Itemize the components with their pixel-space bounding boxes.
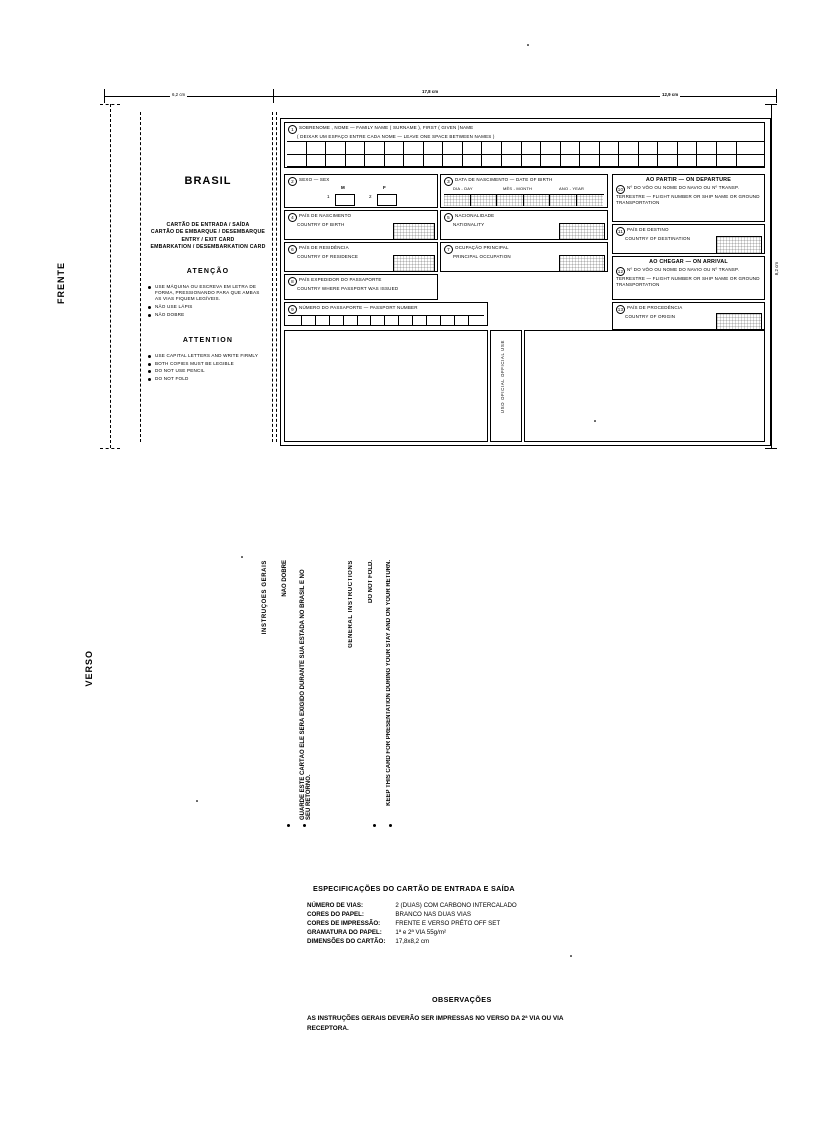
official-use-label: USO OFICIAL OFFICIAL USE bbox=[500, 340, 505, 414]
field-7-label: 7 OCUPAÇÃO PRINCIPAL bbox=[441, 243, 607, 254]
dimension-label-card-width-2: 12,9 cm bbox=[662, 92, 679, 97]
back-item-pt-1: NÃO DOBRE bbox=[282, 560, 288, 597]
specs-row bbox=[307, 911, 517, 920]
section-departure-title: AO PARTIR — ON DEPARTURE bbox=[645, 177, 732, 183]
field-8-label: 8 PAÍS EXPEDIDOR DO PASSAPORTE bbox=[285, 275, 437, 286]
dimension-tick bbox=[273, 89, 274, 103]
field-number-10: 10 bbox=[617, 187, 624, 193]
field-6-code-box[interactable] bbox=[393, 255, 435, 272]
dimension-label-card-width: 17,8 cm bbox=[422, 89, 439, 94]
front-bracket-top bbox=[100, 104, 120, 105]
section-departure bbox=[612, 174, 765, 222]
attention-item-pt: USE MÁQUINA OU ESCREVA EM LETRA DE FORMA, PRESSIONANDO PARA QUE AMBAS AS VIAS FIQUEM LEGÍVEIS. bbox=[148, 284, 266, 303]
field-13-code-box[interactable] bbox=[716, 313, 762, 331]
scan-speckle bbox=[570, 955, 572, 957]
specs-value: 17,8x8,2 cm bbox=[395, 938, 430, 945]
field-13-sublabel: COUNTRY OF ORIGIN bbox=[625, 314, 676, 319]
card-title-line: EMBARKATION / DESEMBARKATION CARD bbox=[150, 243, 266, 250]
field-1-name[interactable] bbox=[284, 122, 765, 168]
scan-speckle bbox=[527, 44, 529, 46]
side-label-back: VERSO bbox=[84, 650, 94, 687]
dimension-tick bbox=[765, 448, 777, 449]
specs-row bbox=[307, 920, 517, 929]
field-2-checkbox-m[interactable] bbox=[335, 194, 355, 206]
field-number-4: 4 bbox=[288, 213, 297, 222]
field-2-checkbox-f[interactable] bbox=[377, 194, 397, 206]
bullet-pt-2 bbox=[303, 824, 306, 827]
back-items-en-2 bbox=[386, 560, 420, 820]
field-3-sub-day: DIA - DAY bbox=[453, 186, 473, 191]
specs-key: CORES DE IMPRESSÃO: bbox=[307, 920, 381, 927]
field-4-label: 4 PAÍS DE NASCIMENTO bbox=[285, 211, 437, 222]
attention-item-en: BOTH COPIES MUST BE LEGIBLE bbox=[148, 361, 266, 367]
attention-heading-pt: ATENÇÃO bbox=[186, 268, 230, 275]
field-11-country-of-destination[interactable] bbox=[612, 224, 765, 254]
card-title-line: CARTÃO DE EMBARQUE / DESEMBARQUE bbox=[150, 229, 266, 236]
field-2-option-f: F bbox=[383, 185, 386, 190]
dimension-label-left-width: 6,2 cm bbox=[172, 92, 186, 97]
field-9-label: 9 NÚMERO DO PASSAPORTE — PASSPORT NUMBER bbox=[285, 303, 487, 314]
card-title-line: ENTRY / EXIT CARD bbox=[181, 236, 235, 243]
field-8-sublabel: COUNTRY WHERE PASSPORT WAS ISSUED bbox=[297, 286, 399, 291]
field-number-9: 9 bbox=[288, 305, 297, 314]
field-7-principal-occupation[interactable] bbox=[440, 242, 608, 272]
field-12-label: 12 Nº DO VÔO OU NOME DO NAVIO OU Nº TRANSP. TERRESTRE — FLIGHT NUMBER OR SHIP NAME OR GROUND TRANSPORTATION bbox=[616, 267, 760, 287]
field-number-11: 11 bbox=[617, 229, 624, 234]
back-item-en-2: KEEP THIS CARD FOR PRESENTATION DURING YOUR STAY AND ON YOUR RETURN. bbox=[386, 560, 392, 806]
field-number-6: 6 bbox=[288, 245, 297, 254]
specs-value: 1ª e 2ª VIA 55g/m² bbox=[395, 929, 447, 936]
dimension-tick bbox=[765, 104, 777, 105]
specs-key: NÚMERO DE VIAS: bbox=[307, 902, 364, 909]
official-use-block-left bbox=[284, 330, 488, 442]
field-11-label: 11 PAÍS DE DESTINO bbox=[617, 227, 669, 234]
field-number-13: 13 bbox=[617, 307, 624, 312]
field-10-label: 10 Nº DO VÔO OU NOME DO NAVIO OU Nº TRANSP. TERRESTRE — FLIGHT NUMBER OR SHIP NAME OR GROUND TRANSPORTATION bbox=[616, 185, 760, 205]
card-title-line: CARTÃO DE ENTRADA / SAÍDA bbox=[166, 222, 250, 228]
field-number-8: 8 bbox=[288, 277, 297, 286]
section-arrival bbox=[612, 256, 765, 300]
bullet-en-1 bbox=[373, 824, 376, 827]
attention-item-en: DO NOT FOLD bbox=[148, 376, 266, 382]
field-2-code-m: 1 bbox=[327, 194, 330, 199]
field-9-passport-number[interactable] bbox=[284, 302, 488, 326]
official-use-area bbox=[490, 330, 522, 442]
observations-title: OBSERVAÇÕES bbox=[432, 995, 492, 1004]
field-3-sub-year: ANO - YEAR bbox=[559, 186, 585, 191]
back-item-pt-2: GUARDE ESTE CARTÃO ELE SERÁ EXIGIDO DURANTE SUA ESTADA NO BRASIL E NO SEU RETORNO. bbox=[300, 569, 312, 820]
dimension-rule-right bbox=[771, 104, 772, 448]
back-heading-pt: INSTRUÇÕES GERAIS bbox=[262, 560, 268, 635]
section-arrival-title: AO CHEGAR — ON ARRIVAL bbox=[649, 259, 728, 265]
field-4-country-of-birth[interactable] bbox=[284, 210, 438, 240]
layout-divider-3 bbox=[276, 112, 277, 442]
field-3-sub-month: MÊS - MONTH bbox=[503, 186, 533, 191]
bullet-en-2 bbox=[389, 824, 392, 827]
field-2-sex[interactable] bbox=[284, 174, 438, 208]
front-bracket-bottom bbox=[100, 448, 120, 449]
specs-value: 2 (DUAS) COM CARBONO INTERCALADO bbox=[395, 902, 517, 909]
specs-row bbox=[307, 929, 517, 938]
field-5-nationality[interactable] bbox=[440, 210, 608, 240]
specs-key: GRAMATURA DO PAPEL: bbox=[307, 929, 382, 936]
dimension-tick bbox=[776, 89, 777, 103]
field-11-code-box[interactable] bbox=[716, 236, 762, 254]
field-5-sublabel: NATIONALITY bbox=[453, 222, 485, 227]
back-instructions-en bbox=[348, 560, 370, 820]
attention-list-pt bbox=[148, 284, 266, 319]
field-5-code-box[interactable] bbox=[559, 223, 605, 240]
back-item-en-1: DO NOT FOLD. bbox=[368, 560, 374, 603]
scan-speckle bbox=[196, 800, 198, 802]
card-titles bbox=[146, 222, 270, 251]
field-5-label: 5 NACIONALIDADE bbox=[441, 211, 607, 222]
attention-heading-en: ATTENTION bbox=[182, 337, 234, 344]
bullet-pt-1 bbox=[287, 824, 290, 827]
scan-speckle bbox=[241, 556, 243, 558]
field-2-code-f: 2 bbox=[369, 194, 372, 199]
attention-item-en: USE CAPITAL LETTERS AND WRITE FIRMLY bbox=[148, 353, 266, 359]
field-7-sublabel: PRINCIPAL OCCUPATION bbox=[453, 254, 511, 259]
specs-title: ESPECIFICAÇÕES DO CARTÃO DE ENTRADA E SAÍDA bbox=[313, 884, 515, 893]
scan-speckle bbox=[594, 420, 596, 422]
field-2-label: 2 SEXO — SEX bbox=[285, 175, 437, 186]
attention-list-en bbox=[148, 353, 266, 384]
field-number-3: 3 bbox=[444, 177, 453, 186]
field-4-sublabel: COUNTRY OF BIRTH bbox=[297, 222, 345, 227]
specs-key: CORES DO PAPEL: bbox=[307, 911, 364, 918]
field-3-label: 3 DATA DE NASCIMENTO — DATE OF BIRTH bbox=[441, 175, 607, 186]
field-3-comb-row[interactable] bbox=[444, 194, 604, 206]
field-6-sublabel: COUNTRY OF RESIDENCE bbox=[297, 254, 359, 259]
field-1-sublabel: ( DEIXAR UM ESPAÇO ENTRE CADA NOME — LEAVE ONE SPACE BETWEEN NAMES ) bbox=[297, 134, 495, 139]
field-13-label: 13 PAÍS DE PROCEDÊNCIA bbox=[617, 305, 683, 312]
field-3-date-of-birth[interactable] bbox=[440, 174, 608, 208]
field-6-country-of-residence[interactable] bbox=[284, 242, 438, 272]
observations-text: AS INSTRUÇÕES GERAIS DEVERÃO SER IMPRESSAS NO VERSO DA 2ª VIA OU VIA RECEPTORA. bbox=[307, 1015, 564, 1032]
attention-item-en: DO NOT USE PENCIL bbox=[148, 368, 266, 374]
field-7-code-box[interactable] bbox=[559, 255, 605, 272]
specs-row bbox=[307, 902, 517, 911]
field-number-1: 1 bbox=[288, 125, 297, 134]
field-2-option-m: M bbox=[341, 185, 345, 190]
field-4-code-box[interactable] bbox=[393, 223, 435, 240]
dimension-label-card-height: 8,2 cm bbox=[774, 262, 779, 276]
field-6-label: 6 PAÍS DE RESIDÊNCIA bbox=[285, 243, 437, 254]
layout-divider-2 bbox=[272, 112, 273, 442]
field-11-sublabel: COUNTRY OF DESTINATION bbox=[625, 236, 691, 241]
field-number-5: 5 bbox=[444, 213, 453, 222]
specs-row bbox=[307, 938, 517, 947]
attention-item-pt: NÃO DOBRE bbox=[148, 312, 266, 318]
front-bracket bbox=[110, 104, 111, 448]
back-instructions-pt bbox=[262, 560, 284, 820]
back-heading-en: GENERAL INSTRUCTIONS bbox=[348, 560, 354, 648]
field-9-comb-row[interactable] bbox=[288, 315, 484, 325]
field-8-passport-issuer[interactable] bbox=[284, 274, 438, 300]
back-items-pt-2 bbox=[300, 560, 334, 820]
field-1-label: 1 SOBRENOME , NOME — FAMILY NAME ( SURNAME ), FIRST ( GIVEN )NAME bbox=[285, 123, 764, 134]
specs-value: BRANCO NAS DUAS VIAS bbox=[395, 911, 472, 918]
field-13-country-of-origin[interactable] bbox=[612, 302, 765, 330]
field-number-7: 7 bbox=[444, 245, 453, 254]
field-number-2: 2 bbox=[288, 177, 297, 186]
specs-value: FRENTE E VERSO PRÉTO OFF SET bbox=[395, 920, 501, 927]
dimension-tick bbox=[104, 89, 105, 103]
layout-divider-1 bbox=[140, 112, 141, 442]
attention-item-pt: NÃO USE LÁPIS bbox=[148, 304, 266, 310]
country-title: BRASIL bbox=[184, 175, 232, 187]
field-1-comb-row-2[interactable] bbox=[287, 153, 764, 167]
specs-key: DIMENSÕES DO CARTÃO: bbox=[307, 938, 386, 945]
official-use-block-right bbox=[524, 330, 765, 442]
specs-table bbox=[307, 902, 517, 947]
side-label-front: FRENTE bbox=[56, 262, 66, 304]
field-number-12: 12 bbox=[617, 269, 624, 275]
